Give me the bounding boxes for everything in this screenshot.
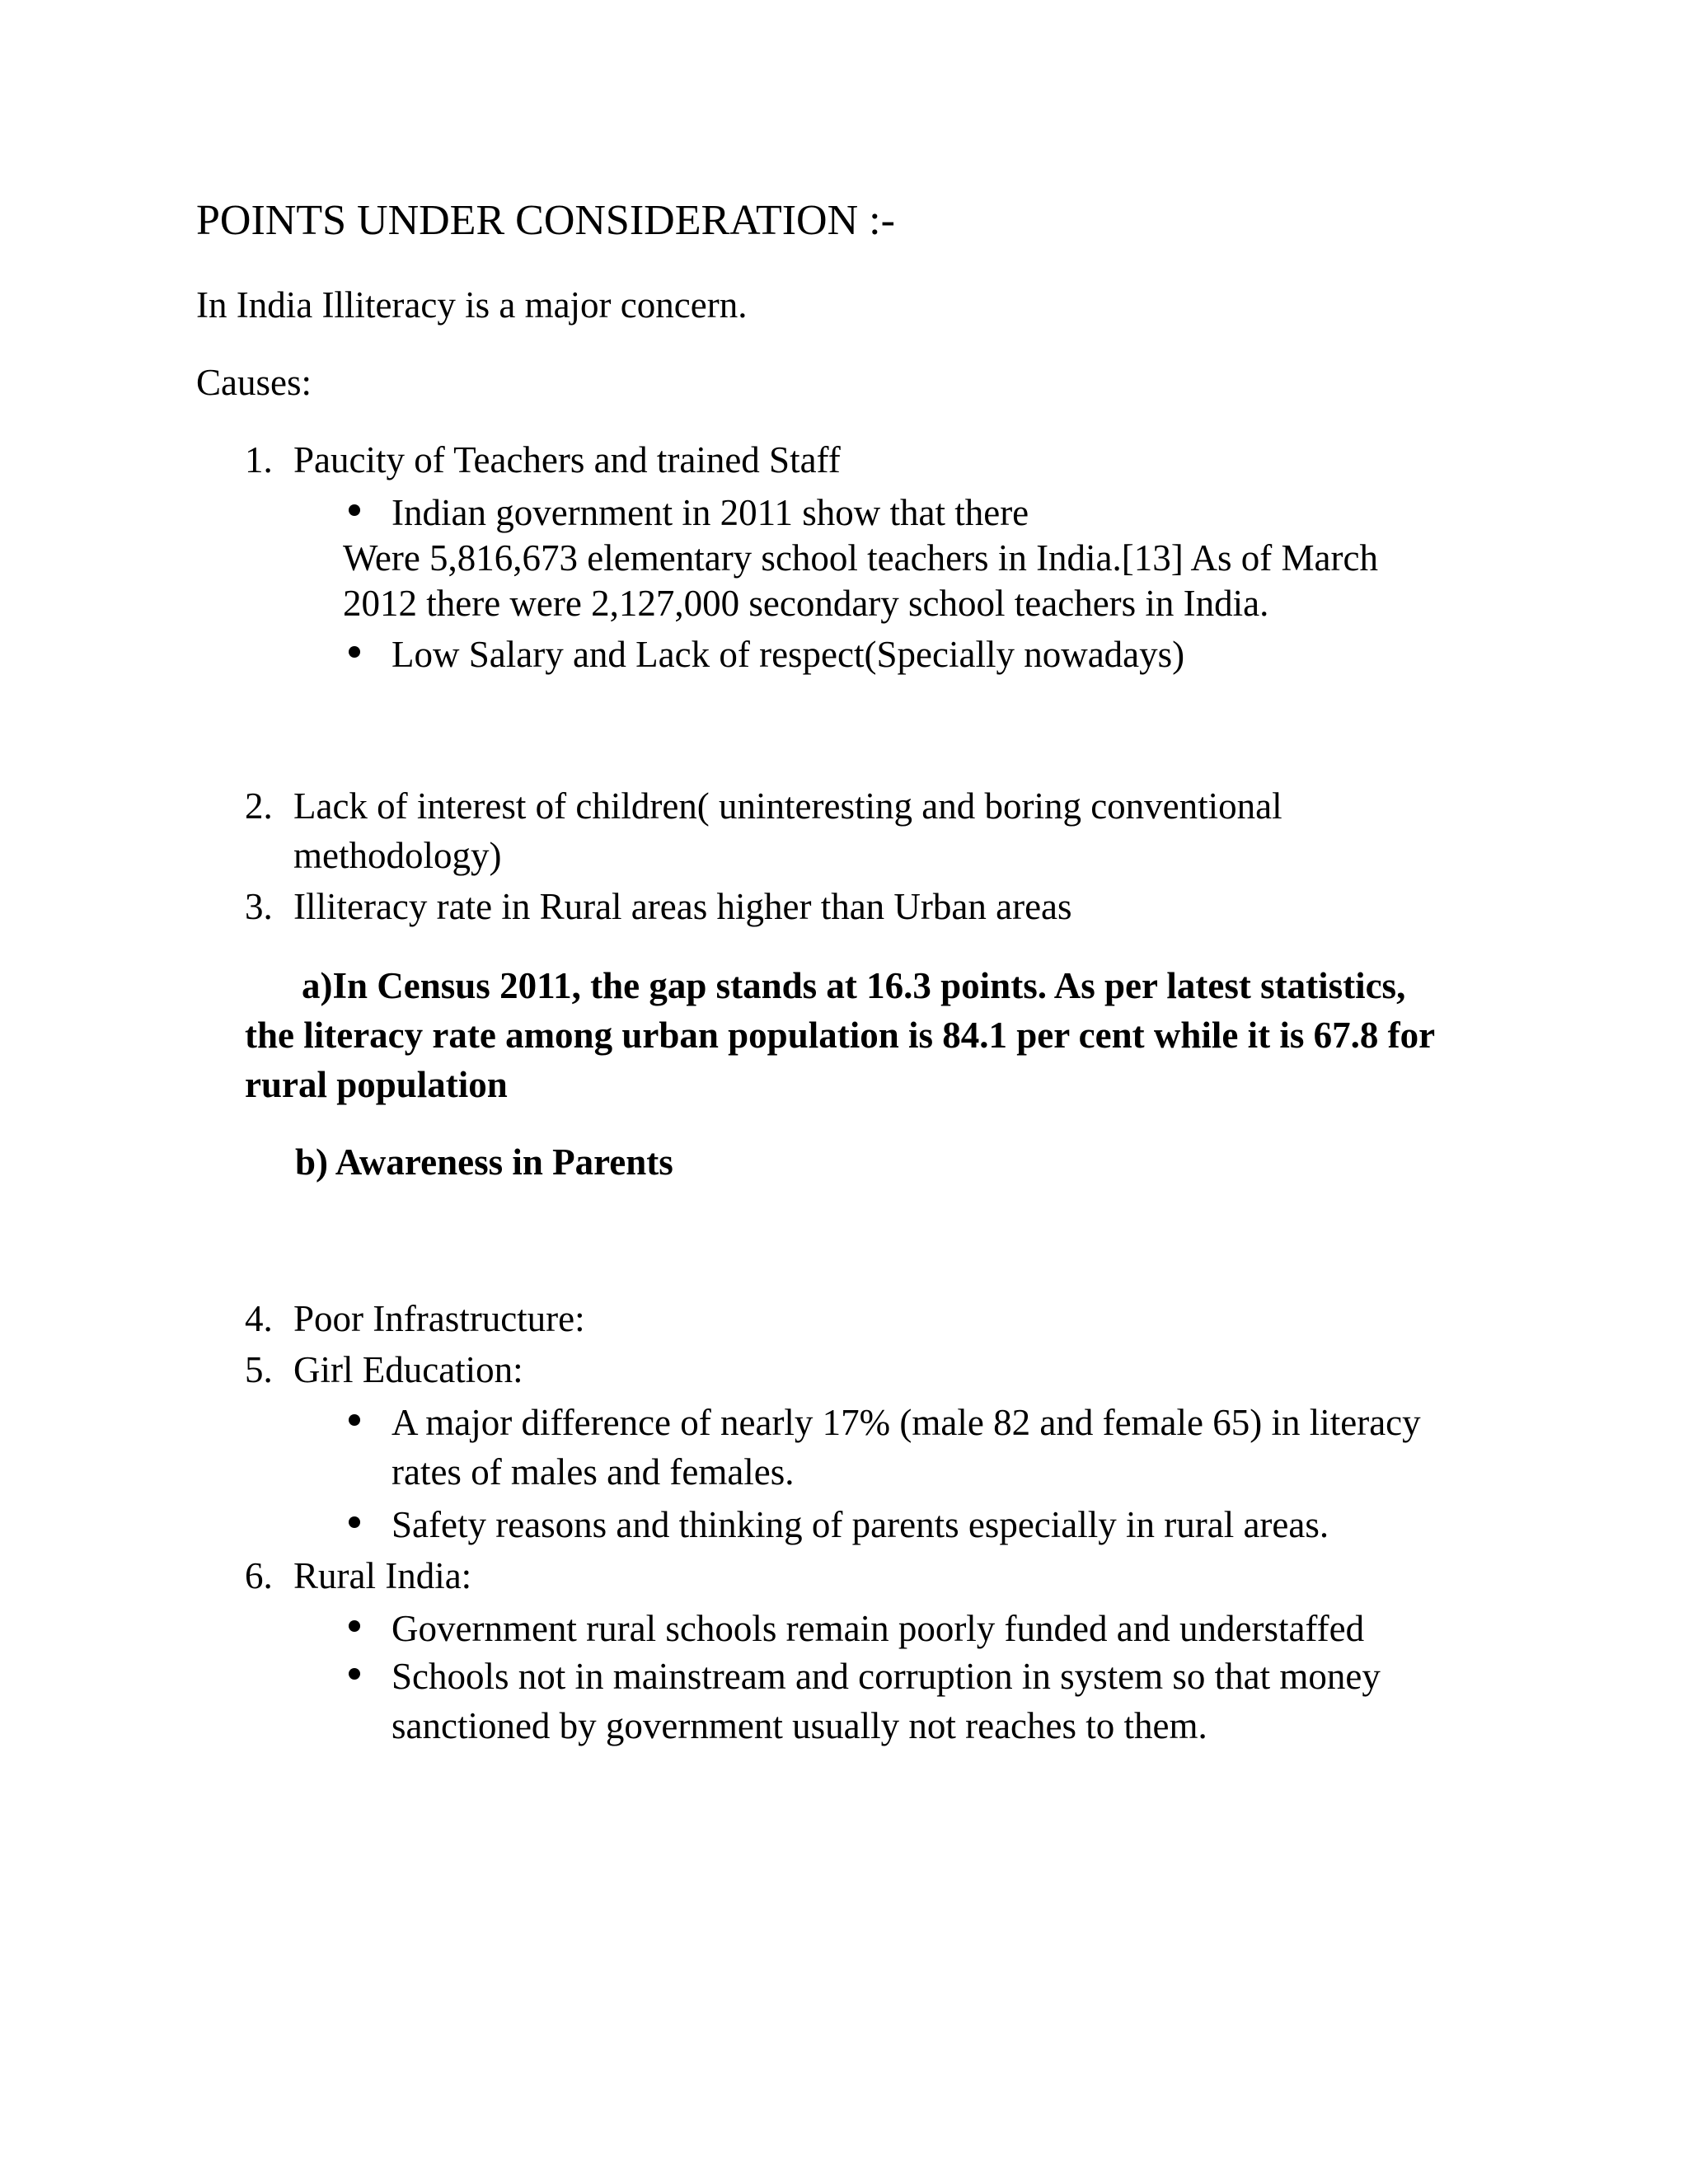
list-number-4: 4.: [245, 1298, 273, 1339]
item-6-title: Rural India:: [293, 1555, 472, 1596]
item-6-bullet-1: Government rural schools remain poorly funded and understaffed: [392, 1608, 1365, 1649]
item-1-bullet-1-line-2: Were 5,816,673 elementary school teachers in India.[13] As of March: [343, 537, 1378, 579]
bullet-icon: [349, 1414, 360, 1426]
bullet-icon: [349, 504, 360, 516]
list-number-5: 5.: [245, 1349, 273, 1390]
list-number-2: 2.: [245, 785, 273, 827]
item-3-sub-a-line-1: a)In Census 2011, the gap stands at 16.3 points. As per latest statistics,: [302, 965, 1406, 1006]
item-6-bullet-2-line-2: sanctioned by government usually not reaches to them.: [392, 1705, 1207, 1746]
bullet-icon: [349, 1620, 360, 1632]
item-1-bullet-1-line-3: 2012 there were 2,127,000 secondary school teachers in India.: [343, 583, 1269, 624]
item-1-bullet-1-line-1: Indian government in 2011 show that there: [392, 492, 1029, 533]
bullet-icon: [349, 646, 360, 658]
item-4-title: Poor Infrastructure:: [293, 1298, 585, 1339]
item-5-title: Girl Education:: [293, 1349, 523, 1390]
bullet-icon: [349, 1516, 360, 1528]
bullet-icon: [349, 1668, 360, 1680]
item-2-line-1: Lack of interest of children( uninteresting and boring conventional: [293, 785, 1282, 827]
item-3-sub-b: b) Awareness in Parents: [295, 1141, 673, 1183]
item-5-bullet-1-line-2: rates of males and females.: [392, 1451, 795, 1493]
item-5-bullet-1-line-1: A major difference of nearly 17% (male 82 and female 65) in literacy: [392, 1402, 1421, 1443]
item-5-bullet-2: Safety reasons and thinking of parents especially in rural areas.: [392, 1504, 1329, 1545]
item-3-sub-a-line-3: rural population: [245, 1064, 508, 1105]
item-3-title: Illiteracy rate in Rural areas higher than Urban areas: [293, 886, 1072, 927]
item-1-bullet-2: Low Salary and Lack of respect(Specially nowadays): [392, 634, 1185, 675]
item-3-sub-a-line-2: the literacy rate among urban population is 84.1 per cent while it is 67.8 for: [245, 1015, 1436, 1056]
intro-text: In India Illiteracy is a major concern.: [196, 284, 748, 326]
item-1-title: Paucity of Teachers and trained Staff: [293, 439, 841, 480]
item-6-bullet-2-line-1: Schools not in mainstream and corruption in system so that money: [392, 1656, 1381, 1697]
list-number-1: 1.: [245, 439, 273, 480]
causes-label: Causes:: [196, 362, 312, 403]
list-number-3: 3.: [245, 886, 273, 927]
list-number-6: 6.: [245, 1555, 273, 1596]
item-2-line-2: methodology): [293, 835, 502, 876]
page-title: POINTS UNDER CONSIDERATION :-: [196, 197, 895, 244]
